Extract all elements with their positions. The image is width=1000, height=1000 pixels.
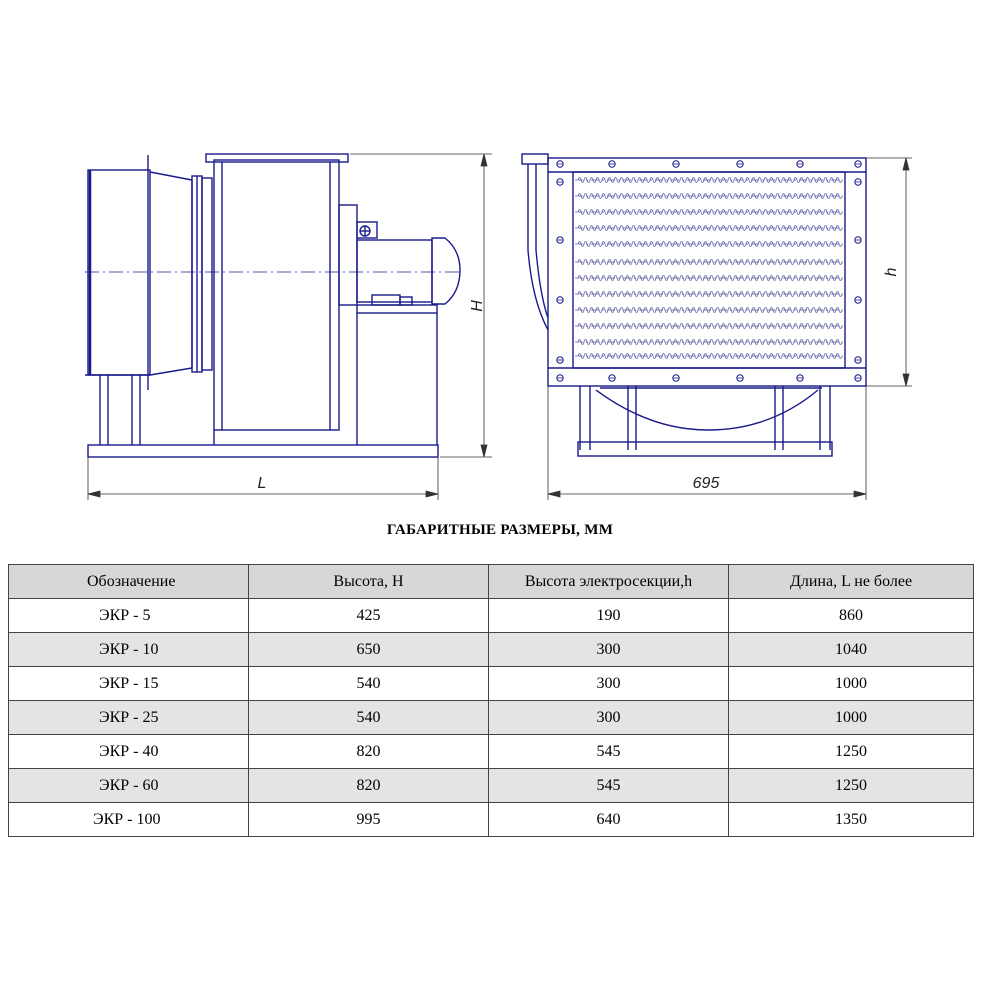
header-height: Высота, H xyxy=(249,565,489,599)
motor-mount xyxy=(339,205,357,305)
header-designation: Обозначение xyxy=(9,565,249,599)
cell-designation: ЭКР - 40 xyxy=(9,735,249,769)
table-title: ГАБАРИТНЫЕ РАЗМЕРЫ, ММ xyxy=(386,522,614,538)
cell-designation: ЭКР - 25 xyxy=(9,701,249,735)
table-row xyxy=(9,599,974,633)
length-label: L xyxy=(257,475,267,492)
cell-section-height: 300 xyxy=(489,701,729,735)
cell-length: 1040 xyxy=(729,633,974,667)
heater-height-label: h xyxy=(883,267,900,277)
cell-length: 1350 xyxy=(729,803,974,837)
dimensions-table xyxy=(8,564,974,837)
cell-designation: ЭКР - 100 xyxy=(9,803,249,837)
cell-height: 425 xyxy=(249,599,489,633)
cell-height: 820 xyxy=(249,769,489,803)
table-row xyxy=(9,667,974,701)
cell-section-height: 545 xyxy=(489,735,729,769)
cell-length: 1000 xyxy=(729,701,974,735)
base-frame xyxy=(88,445,438,457)
cell-length: 1250 xyxy=(729,769,974,803)
cell-section-height: 545 xyxy=(489,769,729,803)
heater-frame xyxy=(548,158,866,386)
cell-height: 995 xyxy=(249,803,489,837)
cell-height: 540 xyxy=(249,701,489,735)
table-row xyxy=(9,803,974,837)
cell-height: 820 xyxy=(249,735,489,769)
inlet-cone xyxy=(150,172,192,375)
cell-section-height: 640 xyxy=(489,803,729,837)
cell-designation: ЭКР - 5 xyxy=(9,599,249,633)
heating-elements xyxy=(575,178,843,359)
cell-length: 860 xyxy=(729,599,974,633)
header-length: Длина, L не более xyxy=(729,565,974,599)
width-label: 695 xyxy=(692,475,720,492)
table-row xyxy=(9,701,974,735)
cell-length: 1250 xyxy=(729,735,974,769)
cell-height: 540 xyxy=(249,667,489,701)
table-row xyxy=(9,633,974,667)
cell-height: 650 xyxy=(249,633,489,667)
cell-section-height: 300 xyxy=(489,667,729,701)
cell-designation: ЭКР - 15 xyxy=(9,667,249,701)
cell-length: 1000 xyxy=(729,667,974,701)
cell-designation: ЭКР - 60 xyxy=(9,769,249,803)
cell-section-height: 190 xyxy=(489,599,729,633)
side-view xyxy=(85,154,492,500)
cell-section-height: 300 xyxy=(489,633,729,667)
table-row xyxy=(9,769,974,803)
height-label: H xyxy=(469,300,486,312)
fan-housing xyxy=(214,160,339,430)
motor xyxy=(357,240,432,302)
front-view xyxy=(522,154,912,500)
inlet-duct xyxy=(88,170,150,375)
header-section-height: Высота электросекции,h xyxy=(489,565,729,599)
cell-designation: ЭКР - 10 xyxy=(9,633,249,667)
table-header-row xyxy=(9,565,974,599)
table-row xyxy=(9,735,974,769)
